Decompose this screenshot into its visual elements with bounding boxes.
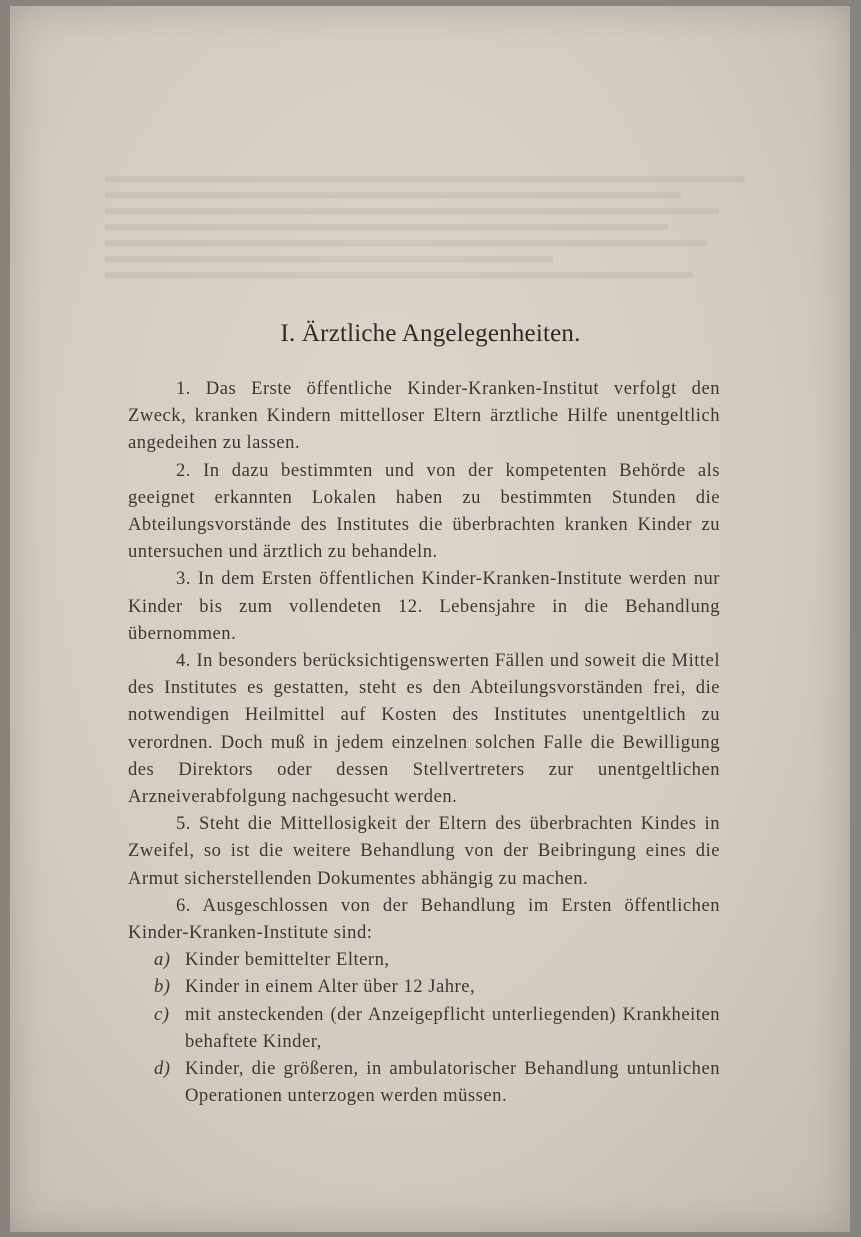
paragraph-1: 1. Das Erste öffentliche Kinder-Kranken-Institut verfolgt den Zweck, kranken Kindern mittelloser Eltern ärztliche Hilfe unentgeltlich angedeihen zu lassen. (128, 378, 720, 454)
paragraph-4: 4. In besonders berücksichtigenswerten Fällen und soweit die Mittel des Institutes es gestatten, steht es den Abteilungsvorständen frei, die notwendigen Heilmittel auf Kosten des Institutes unentgeltlich zu verordnen. Doch muß in jedem einzelnen solchen Falle die Bewilligung des Direktors oder dessen Stellvertreters zur unentgeltlichen Arzneiverabfolgung nachgesucht werden. (128, 650, 720, 808)
paragraph-5: 5. Steht die Mittellosigkeit der Eltern des überbrachten Kindes in Zweifel, so ist die weitere Behandlung von der Beibringung eines die Armut sicherstellenden Dokumentes abhängig zu machen. (128, 813, 720, 889)
list-item-text: Kinder, die größeren, in ambulatorischer Behandlung untunlichen Operationen unterzogen werden müssen. (185, 1058, 720, 1107)
list-marker: a) (154, 949, 171, 971)
list-item-text: Kinder bemittelter Eltern, (185, 949, 390, 971)
paragraph-3: 3. In dem Ersten öffentlichen Kinder-Kranken-Institute werden nur Kinder bis zum vollendeten 12. Lebensjahre in die Behandlung übernommen. (128, 568, 720, 644)
list-item (128, 973, 720, 1000)
paragraph-6: 6. Ausgeschlossen von der Behandlung im Ersten öffentlichen Kinder-Kranken-Institute sind: (128, 894, 720, 944)
list-marker: c) (154, 1003, 170, 1025)
list-item-text: mit ansteckenden (der Anzeigepflicht unterliegenden) Krankheiten behaftete Kinder, (185, 1003, 720, 1052)
list-marker: d) (154, 1058, 171, 1080)
paragraph-2: 2. In dazu bestimmten und von der kompetenten Behörde als geeignet erkannten Lokalen haben zu bestimmten Stunden die Abteilungsvorstände des Institutes die überbrachten kranken Kinder zu untersuchen und ärztlich zu behandeln. (128, 459, 720, 563)
section-heading: I. Ärztliche Angelegenheiten. (280, 320, 581, 347)
list-item (128, 1001, 720, 1055)
document-body (128, 375, 720, 1109)
list-item (128, 1055, 720, 1109)
exclusion-list (128, 946, 720, 1109)
list-item-text: Kinder in einem Alter über 12 Jahre, (185, 976, 476, 998)
list-item (128, 946, 720, 973)
list-marker: b) (154, 976, 171, 998)
